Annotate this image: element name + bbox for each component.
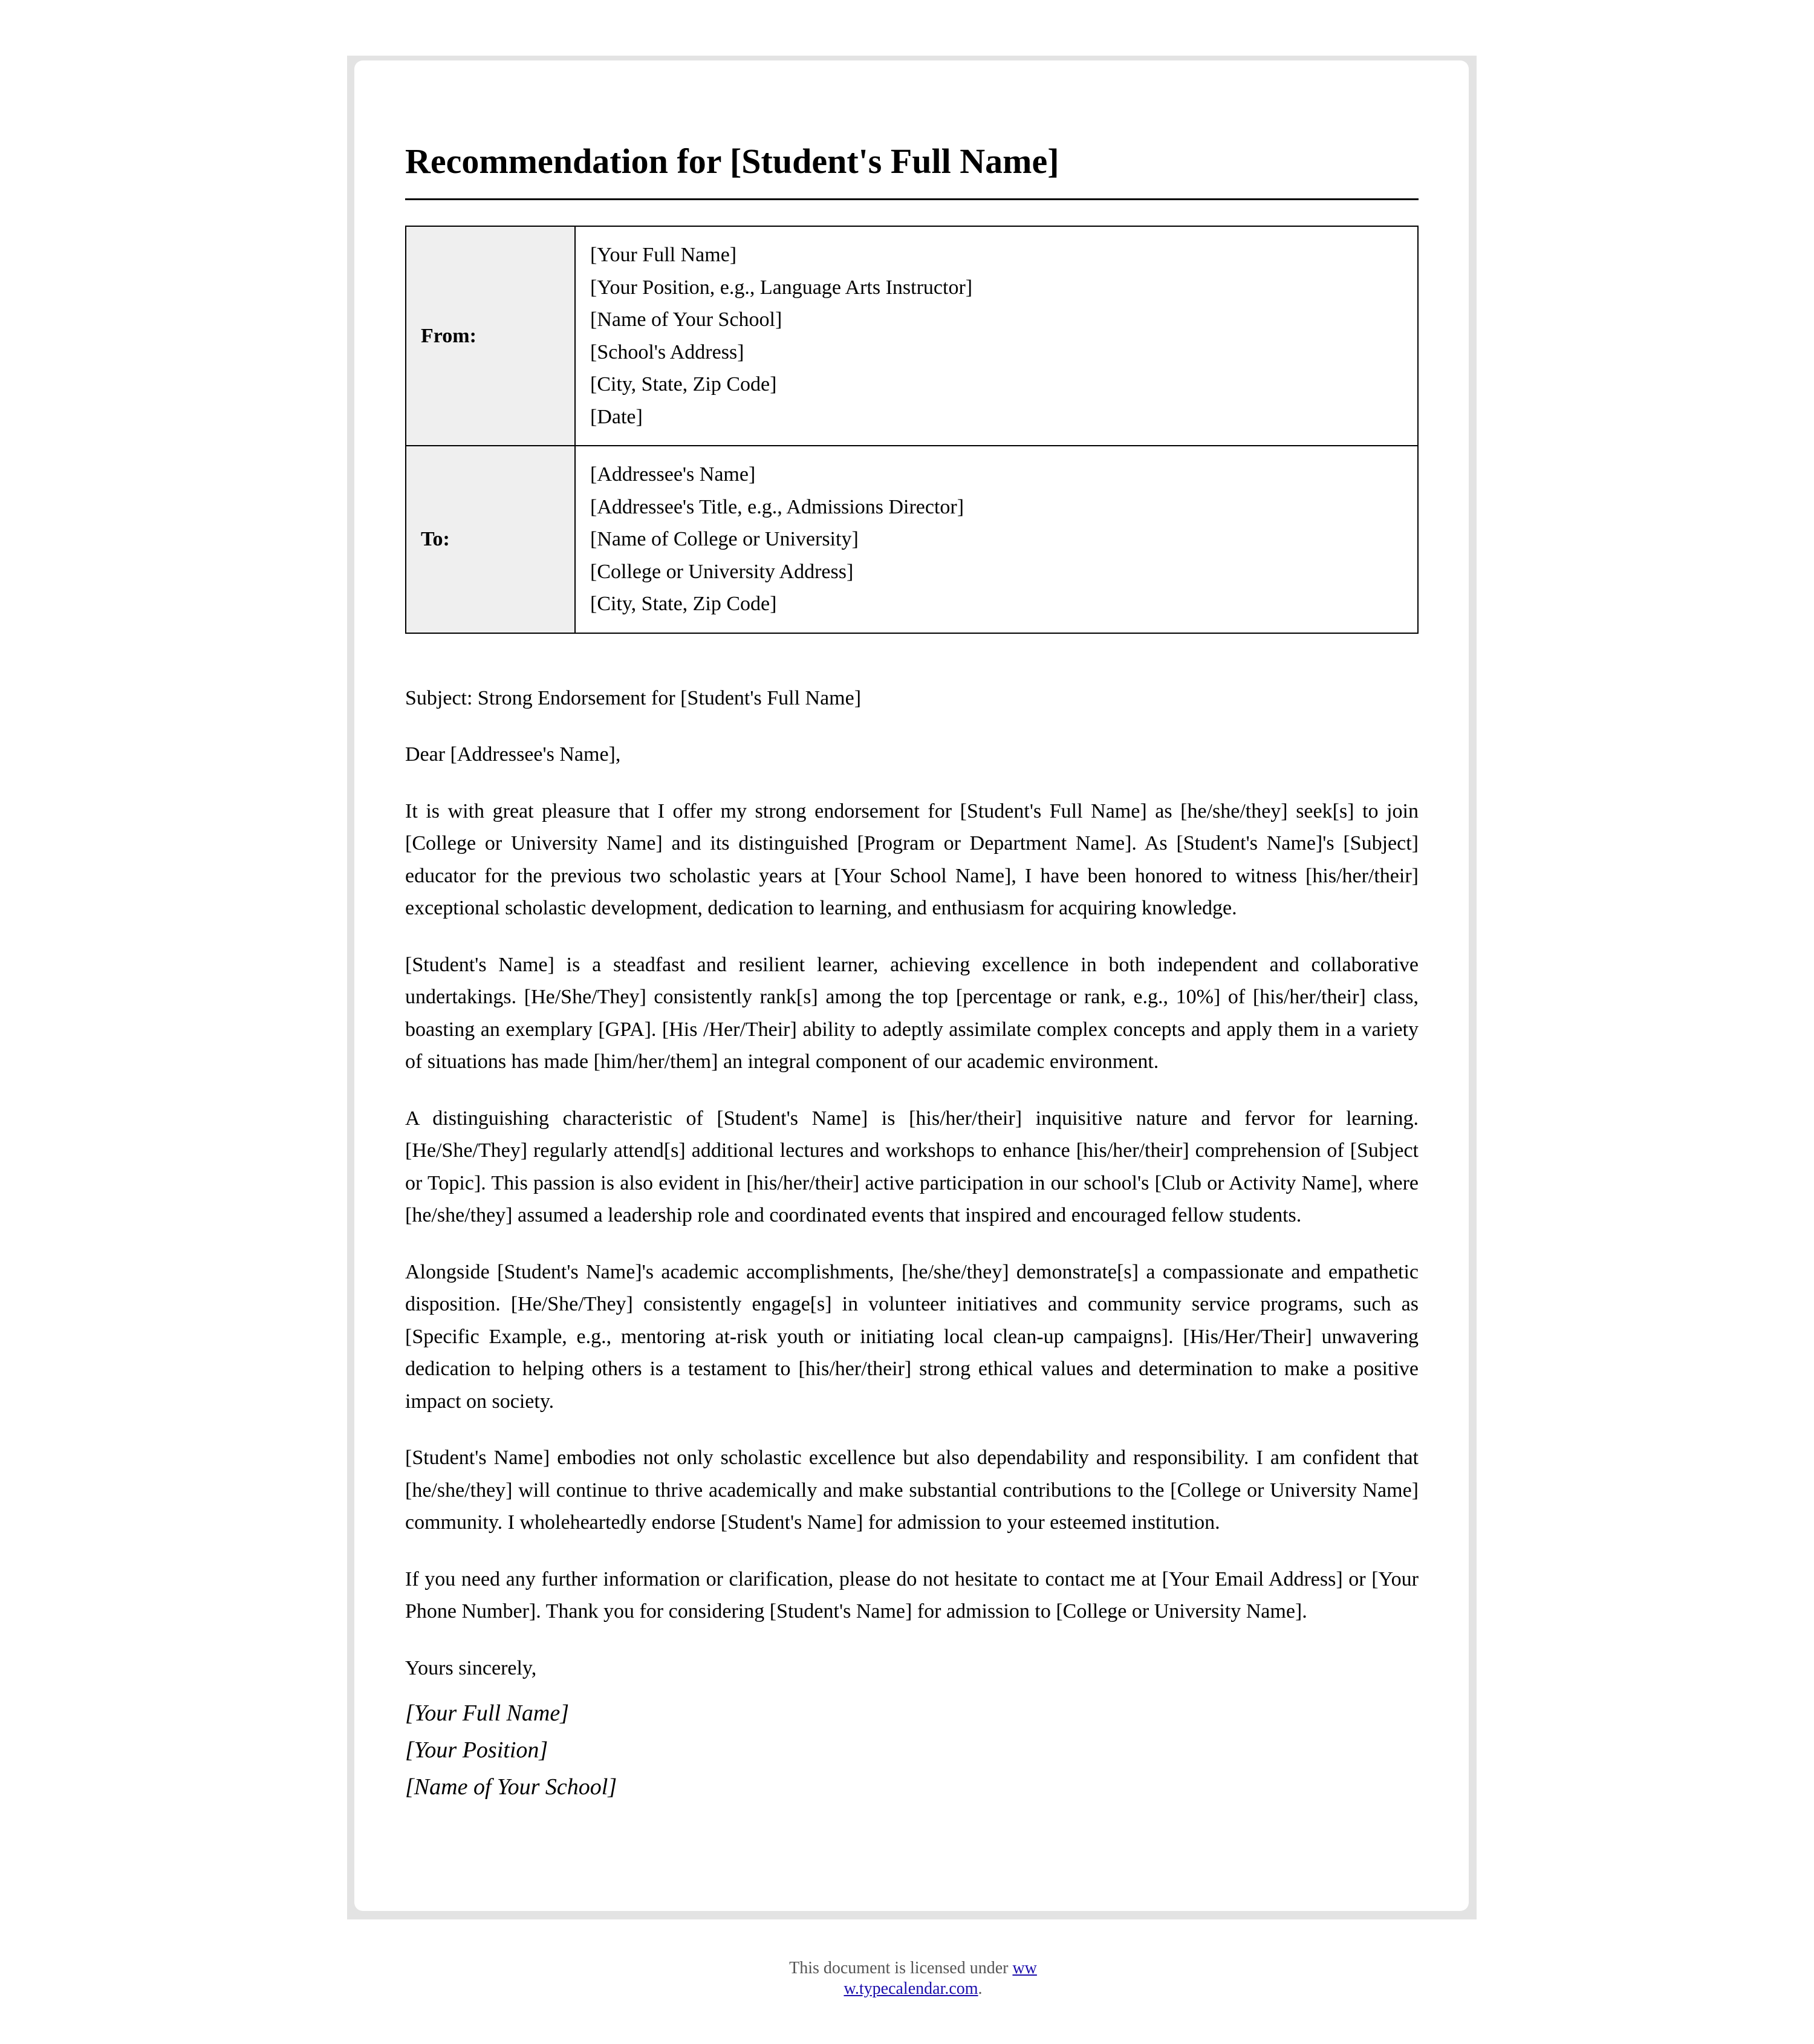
- to-line: [Name of College or University]: [590, 528, 859, 550]
- body-paragraph: It is with great pleasure that I offer my strong endorsement for [Student's Full Name] as [he/she/they] seek[s] to join [College or University Name] and its distinguished [Program or Department Name]. As [Student's Name]'s [Subject] educator for the previous two scholastic years at [Your School Name], I have been honored to witness [his/her/their] exceptional scholastic development, dedication to learning, and enthusiasm for acquiring knowledge.: [405, 799, 1419, 919]
- body-paragraph: If you need any further information or clarification, please do not hesitate to contact me at [Your Email Address] or [Your Phone Number]. Thank you for considering [Student's Name] for admission to [College or University Name].: [405, 1567, 1419, 1623]
- from-row: [406, 226, 1418, 446]
- license-link[interactable]: www.typecalendar.com: [844, 1959, 1037, 1998]
- from-line: [Your Position, e.g., Language Arts Instructor]: [590, 276, 973, 299]
- to-label: To:: [406, 446, 575, 633]
- from-line: [Your Full Name]: [590, 244, 737, 266]
- license-text: This document is licensed under: [789, 1959, 1013, 1977]
- signature-school: [Name of Your School]: [405, 1774, 617, 1800]
- from-line: [Name of Your School]: [590, 308, 782, 331]
- body-paragraph: [Student's Name] is a steadfast and resilient learner, achieving excellence in both independent and collaborative undertakings. [He/She/They] consistently rank[s] among the top [percentage or rank, e.g., 10%] of [his/her/their] class, boasting an exemplary [GPA]. [His /Her/Their] ability to adeptly assimilate complex concepts and apply them in a variety of situations has made [him/her/them] an integral component of our academic environment.: [405, 953, 1419, 1073]
- to-line: [Addressee's Name]: [590, 463, 756, 486]
- body-paragraph: [Student's Name] embodies not only scholastic excellence but also dependability and responsibility. I am confident that [he/she/they] will continue to thrive academically and make substantial contributions to the [College or University Name] community. I wholeheartedly endorse [Student's Name] for admission to your esteemed institution.: [405, 1447, 1419, 1534]
- signature-block: [405, 1695, 1419, 1806]
- license-footer: [786, 1958, 1040, 1999]
- from-line: [Date]: [590, 405, 643, 428]
- closing: Yours sincerely,: [405, 1656, 537, 1679]
- body-paragraph: A distinguishing characteristic of [Student's Name] is [his/her/their] inquisitive nature and fervor for learning. [He/She/They] regularly attend[s] additional lectures and workshops to enhance [his/her/their] comprehension of [Subject or Topic]. This passion is also evident in [his/her/their] active participation in our school's [Club or Activity Name], where [he/she/they] assumed a leadership role and coordinated events that inspired and encouraged fellow students.: [405, 1107, 1419, 1226]
- license-suffix: .: [978, 1979, 983, 1998]
- signature-position: [Your Position]: [405, 1737, 548, 1763]
- document-frame: [347, 56, 1477, 1919]
- document-title: Recommendation for [Student's Full Name]: [405, 60, 1419, 200]
- letter-body: [405, 682, 1419, 1685]
- salutation: Dear [Addressee's Name],: [405, 743, 621, 766]
- to-address: [575, 446, 1418, 633]
- to-line: [City, State, Zip Code]: [590, 593, 777, 615]
- body-paragraph: Alongside [Student's Name]'s academic accomplishments, [he/she/they] demonstrate[s] a compassionate and empathetic disposition. [He/She/They] consistently engage[s] in volunteer initiatives and community service programs, such as [Specific Example, e.g., mentoring at-risk youth or initiating local clean-up campaigns]. [His/Her/Their] unwavering dedication to helping others is a testament to [his/her/their] strong ethical values and determination to make a positive impact on society.: [405, 1260, 1419, 1413]
- from-label: From:: [406, 226, 575, 446]
- to-line: [Addressee's Title, e.g., Admissions Director]: [590, 495, 964, 518]
- from-line: [School's Address]: [590, 340, 744, 363]
- from-line: [City, State, Zip Code]: [590, 373, 777, 395]
- signature-name: [Your Full Name]: [405, 1701, 569, 1726]
- subject-line: Subject: Strong Endorsement for [Student's Full Name]: [405, 686, 862, 709]
- document-page: [354, 60, 1469, 1911]
- address-table: [405, 226, 1419, 634]
- document-content: [405, 60, 1419, 1806]
- to-line: [College or University Address]: [590, 560, 854, 583]
- from-address: [575, 226, 1418, 446]
- to-row: [406, 446, 1418, 633]
